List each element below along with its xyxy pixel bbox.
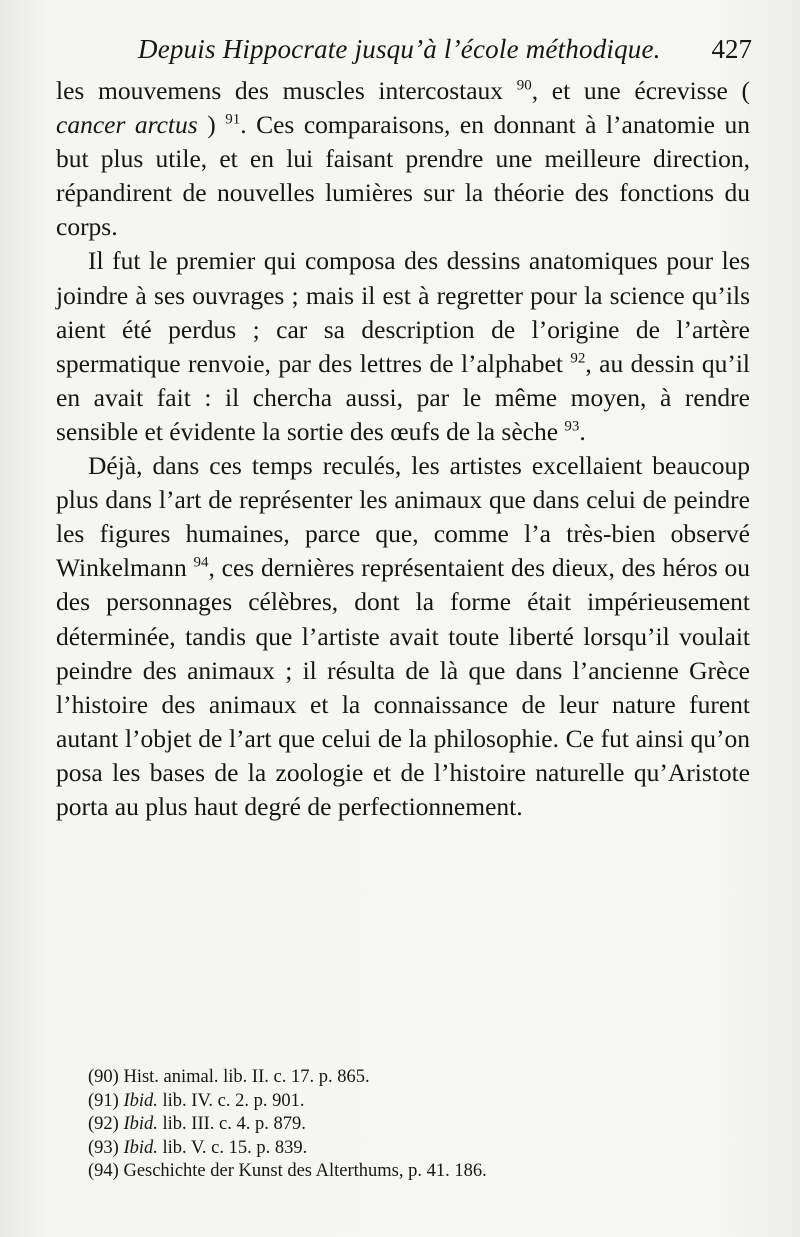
footnote (88, 1160, 708, 1184)
italic-text: cancer arctus (56, 110, 198, 140)
footnote-text: lib. III. c. 4. p. 879. (157, 1114, 306, 1134)
text-run: Il fut le premier qui composa des dessins anatomiques pour les joindre à ses ouvrages ; mais il est à regretter pour la science qu’ils aient été perdus ; car sa description de l’origine de l’artère spermatique renvoie, par des lettres de l’alphabet (56, 246, 750, 378)
text-run: . Ces comparaisons, en donnant à l’anatomie un but plus utile, et en lui faisant prendre une meilleure direction, répandirent de nouvelles lumières sur la théorie des fonctions du corps. (56, 110, 750, 242)
page-number: 427 (711, 34, 752, 64)
text-run: , ces dernières représentaient des dieux, des héros ou des personnages célèbres, dont la forme était impérieusement déterminée, tandis que l’artiste avait toute liberté lorsqu’il voulait peindre des animaux ; il résulta de là que dans l’ancienne Grèce l’histoire des animaux et la connaissance de leur nature furent autant l’objet de l’art que celui de la philosophie. Ce fut ainsi qu’on posa les bases de la zoologie et de l’histoire naturelle qu’Aristote porta au plus haut degré de perfectionnement. (56, 553, 750, 821)
paragraph (56, 74, 750, 244)
footnote-number: (90) (88, 1067, 119, 1087)
text-run: Déjà, dans ces temps reculés, les artistes excellaient beaucoup plus dans l’art de représenter les animaux que dans celui de peindre les figures humaines, parce que, comme l’a très-bien observé Winkelmann (56, 451, 750, 583)
footnote-reference: 91 (225, 111, 241, 128)
footnote-text: lib. IV. c. 2. p. 901. (157, 1090, 305, 1111)
body-text (56, 74, 750, 824)
footnote-number: (93) (88, 1137, 119, 1158)
footnote (88, 1066, 708, 1090)
footnote (88, 1113, 708, 1137)
page-header (56, 34, 752, 74)
text-run: ) (197, 110, 226, 140)
footnote-reference: 93 (564, 418, 580, 435)
footnote-text: lib. V. c. 15. p. 839. (157, 1137, 308, 1158)
footnote (88, 1090, 708, 1114)
paragraph (56, 449, 750, 824)
footnote-reference: 94 (193, 554, 209, 571)
footnote-ibid: Ibid. (123, 1090, 158, 1111)
footnote-reference: 92 (570, 350, 586, 367)
paragraph (56, 244, 750, 449)
text-run: . (579, 416, 586, 446)
footnote-ibid: Ibid. (123, 1137, 158, 1158)
footnote (88, 1137, 708, 1161)
text-run: , au dessin qu’il en avait fait : il chercha aussi, par le même moyen, à rendre sensible et évidente la sortie des œufs de la sèche (56, 348, 751, 446)
footnote-text: Hist. animal. lib. II. c. 17. p. 865. (123, 1067, 370, 1087)
footnote-ibid: Ibid. (123, 1114, 158, 1134)
text-run: , et une écrevisse ( (531, 76, 750, 105)
footnote-number: (92) (88, 1114, 119, 1134)
text-run: les mouvemens des muscles intercostaux (56, 76, 517, 105)
footnote-reference: 90 (516, 77, 532, 94)
running-title: Depuis Hippocrate jusqu’à l’école méthodique. (138, 34, 661, 64)
footnote-number: (94) (88, 1161, 119, 1181)
footnote-text: Geschichte der Kunst des Alterthums, p. 41. 186. (123, 1161, 487, 1181)
footnotes (88, 1066, 708, 1184)
footnote-number: (91) (88, 1090, 119, 1111)
